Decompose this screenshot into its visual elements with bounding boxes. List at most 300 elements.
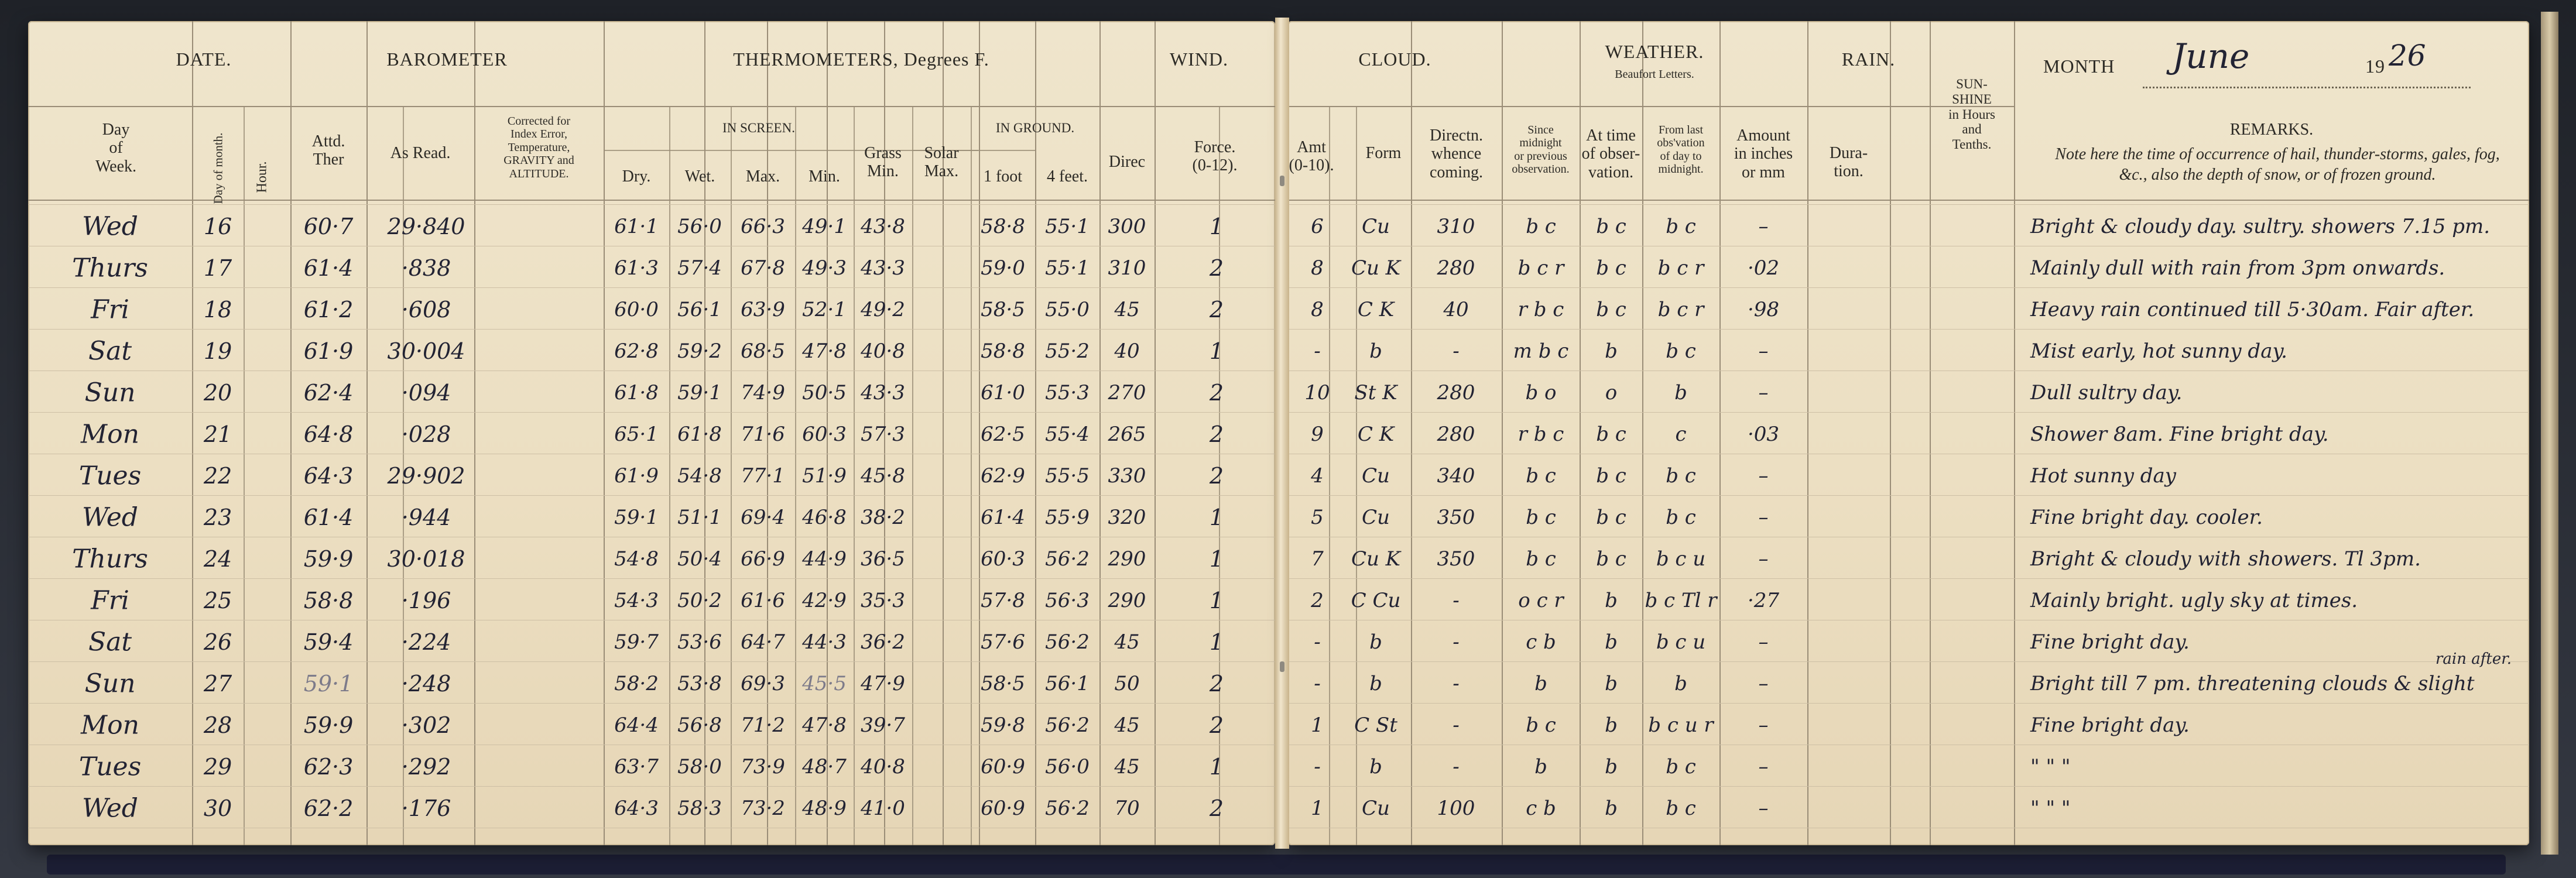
cloud-form-cell: Cu [1362,464,1390,488]
ground-4ft-cell: 55·2 [1045,339,1090,363]
ground-1ft-cell: 62·5 [981,423,1025,446]
day-of-month-cell: 16 [203,214,232,239]
grass-min-cell: 41·0 [861,797,905,820]
ground-1ft-cell: 57·8 [981,589,1025,612]
weather-since-midnight-cell: c b [1526,630,1556,654]
max-temp-cell: 69·3 [741,672,785,695]
ruled-line [1288,661,2529,662]
weather-from-last-cell: b c [1666,797,1696,820]
ground-4ft-cell: 55·3 [1045,381,1090,404]
wet-temp-cell: 59·1 [677,381,722,404]
remark-cell: " " " [2030,797,2071,820]
dry-temp-cell: 59·1 [614,506,659,529]
day-of-week-cell: Thurs [72,253,148,283]
day-of-month-cell: 17 [203,255,232,281]
attd-ther-cell: 61·4 [303,505,354,530]
rain-amount-cell: – [1758,506,1769,529]
grass-min-cell: 39·7 [861,714,905,737]
ground-4ft-cell: 56·0 [1045,755,1090,778]
rain-amount-cell: ·03 [1747,423,1780,446]
remark-cell: Mist early, hot sunny day. [2030,339,2287,363]
day-of-month-cell: 18 [203,297,232,323]
left-page [28,21,1275,845]
dry-temp-cell: 54·3 [614,589,659,612]
max-temp-cell: 71·2 [741,714,785,737]
ground-4ft-cell: 55·1 [1045,215,1090,238]
cloud-direction-cell: 280 [1437,423,1475,446]
column-rule [604,106,605,845]
ground-1ft-cell: 59·0 [981,256,1025,280]
cloud-direction-cell: - [1453,672,1460,695]
max-temp-cell: 64·7 [741,630,785,654]
min-temp-cell: 47·8 [802,339,847,363]
header-rule [1288,106,2014,107]
day-of-month-cell: 25 [203,588,232,613]
amt-header: Amt (0-10). [1289,138,1334,175]
cloud-form-cell: C St [1354,714,1397,737]
dry-temp-cell: 61·8 [614,381,659,404]
day-of-week-cell: Fri [91,585,129,616]
rain-amount-cell: – [1758,797,1769,820]
max-header: Max. [745,167,780,186]
cloud-amount-cell: 1 [1311,714,1324,737]
attd-ther-cell: 62·2 [303,795,354,821]
remark-cell: " " " [2030,755,2071,778]
cloud-header: CLOUD. [1358,49,1431,70]
dry-temp-cell: 63·7 [614,755,659,778]
weather-at-time-cell: b [1605,339,1618,363]
ground-4ft-cell: 55·0 [1045,298,1090,321]
cloud-direction-cell: 350 [1437,506,1475,529]
cloud-direction-cell: 40 [1443,298,1469,321]
day-of-month-cell: 19 [203,338,232,364]
day-of-week-cell: Thurs [72,544,148,574]
weather-at-time-cell: b c [1596,423,1626,446]
barometer-header: BAROMETER [386,49,508,70]
max-temp-cell: 73·2 [741,797,785,820]
cloud-form-cell: Cu K [1351,547,1401,571]
cloud-form-cell: b [1369,339,1382,363]
ruled-line [1288,204,2529,205]
cloud-direction-cell: - [1453,714,1460,737]
one-foot-header: 1 foot [983,167,1023,186]
grass-min-cell: 43·3 [861,381,905,404]
rain-amount-cell: – [1758,547,1769,571]
attd-ther-cell: 62·3 [303,754,354,780]
cloud-amount-cell: 1 [1311,797,1324,820]
weather-since-midnight-cell: b c r [1517,256,1564,280]
column-rule [2014,21,2015,845]
max-temp-cell: 66·9 [741,547,785,571]
rain-amount-cell: – [1758,672,1769,695]
wind-force-cell: 2 [1209,463,1224,489]
barometer-reading-cell: ·196 [401,588,451,613]
wind-force-cell: 1 [1209,629,1224,655]
weather-from-last-cell: b c u [1656,630,1706,654]
wind-force-cell: 1 [1209,546,1224,572]
min-temp-cell: 44·9 [802,547,847,571]
max-temp-cell: 68·5 [741,339,785,363]
attd-ther-cell: 61·2 [303,297,354,323]
cloud-amount-cell: 10 [1304,381,1330,404]
wind-direction-cell: 50 [1114,672,1140,695]
min-temp-cell: 42·9 [802,589,847,612]
grass-min-header: Grass Min. [864,144,902,181]
barometer-reading-cell: 29·840 [387,214,465,239]
weather-since-midnight-cell: b c [1526,714,1556,737]
grass-min-cell: 36·5 [861,547,905,571]
ruled-line [1288,495,2529,496]
weather-from-last-cell: b [1674,381,1687,404]
wind-force-cell: 2 [1209,421,1224,447]
column-rule [669,106,670,845]
weather-at-time-cell: b c [1596,215,1626,238]
wet-temp-cell: 57·4 [677,256,722,280]
cloud-direction-cell: - [1453,630,1460,654]
hour-header: Hour. [254,161,270,193]
cloud-amount-cell: 7 [1311,547,1324,571]
max-temp-cell: 63·9 [741,298,785,321]
day-of-week-cell: Tues [78,461,142,491]
day-of-month-cell: 21 [203,421,232,447]
wet-temp-cell: 61·8 [677,423,722,446]
grass-min-cell: 47·9 [861,672,905,695]
attd-ther-cell: 64·3 [303,463,354,489]
cloud-form-cell: St K [1354,381,1397,404]
attd-ther-cell: 64·8 [303,421,354,447]
ruled-line [1288,329,2529,330]
day-of-month-header: Day of month. [211,132,225,204]
min-temp-cell: 52·1 [802,298,847,321]
max-temp-cell: 61·6 [741,589,785,612]
weather-since-midnight-cell: b c [1526,215,1556,238]
cloud-form-cell: C K [1357,423,1395,446]
year-printed: 19 [2365,56,2385,77]
max-temp-cell: 77·1 [741,464,785,488]
barometer-reading-cell: ·094 [401,380,451,406]
weather-from-last-cell: b c [1666,506,1696,529]
ground-1ft-cell: 58·5 [981,298,1025,321]
date-header: DATE. [176,49,232,70]
column-rule [1155,106,1156,845]
barometer-reading-cell: ·224 [401,629,451,655]
remark-cell: Bright & cloudy with showers. Tl 3pm. [2030,547,2421,571]
ground-4ft-cell: 56·2 [1045,630,1090,654]
wet-temp-cell: 53·6 [677,630,722,654]
column-rule [854,106,855,845]
weather-at-time-cell: b [1605,672,1618,695]
cloud-form-cell: b [1369,672,1382,695]
grass-min-cell: 40·8 [861,755,905,778]
attd-ther-cell: 59·1 [303,671,354,697]
day-of-week-cell: Wed [82,502,138,533]
remark-extra: rain after. [2435,650,2512,668]
wind-force-cell: 2 [1209,255,1224,281]
cloud-direction-cell: 350 [1437,547,1475,571]
duration-header: Dura- tion. [1829,144,1868,181]
cloud-amount-cell: - [1314,672,1321,695]
min-temp-cell: 60·3 [802,423,847,446]
month-value: June [2172,36,2250,76]
weather-from-last-cell: c [1675,423,1687,446]
attd-ther-header: Attd. Ther [311,132,345,169]
wind-direction-cell: 320 [1108,506,1146,529]
remark-cell: Mainly dull with rain from 3pm onwards. [2030,256,2445,280]
wind-direction-cell: 300 [1108,215,1146,238]
four-feet-header: 4 feet. [1047,167,1088,186]
ground-4ft-cell: 56·3 [1045,589,1090,612]
column-rule [971,106,972,845]
ruled-line [1288,578,2529,579]
weather-from-last-cell: b c Tl r [1645,589,1717,612]
ground-1ft-cell: 59·8 [981,714,1025,737]
cloud-amount-cell: 5 [1311,506,1324,529]
rain-amount-cell: – [1758,755,1769,778]
sunshine-header: SUN- SHINE in Hours and Tenths. [1948,77,1995,152]
cloud-amount-cell: 2 [1311,589,1324,612]
day-of-month-cell: 23 [203,505,232,530]
wet-temp-cell: 58·0 [677,755,722,778]
ground-1ft-cell: 58·8 [981,339,1025,363]
grass-min-cell: 45·8 [861,464,905,488]
direc-header: Direc [1108,153,1146,171]
cloud-direction-cell: 310 [1437,215,1475,238]
column-rule [1035,106,1036,845]
grass-min-cell: 43·3 [861,256,905,280]
weather-at-time-cell: b c [1596,298,1626,321]
barometer-reading-cell: ·248 [401,671,451,697]
header-rule [1288,200,2529,201]
min-temp-cell: 49·3 [802,256,847,280]
grass-min-cell: 57·3 [861,423,905,446]
rain-header: RAIN. [1841,49,1896,70]
min-temp-cell: 46·8 [802,506,847,529]
dry-temp-cell: 61·9 [614,464,659,488]
day-of-month-cell: 24 [203,546,232,572]
ruled-line [28,329,1275,330]
ruled-line [1288,287,2529,288]
cloud-direction-cell: 340 [1437,464,1475,488]
ground-4ft-cell: 55·4 [1045,423,1090,446]
ground-1ft-cell: 60·9 [981,797,1025,820]
weather-since-midnight-cell: o c r [1518,589,1564,612]
remark-cell: Bright & cloudy day. sultry. showers 7.15 pm. [2030,215,2491,238]
min-temp-cell: 44·3 [802,630,847,654]
cloud-direction-cell: - [1453,339,1460,363]
min-temp-cell: 45·5 [802,672,847,695]
cloud-form-cell: C Cu [1351,589,1401,612]
rain-amount-cell: ·98 [1747,298,1780,321]
wet-temp-cell: 59·2 [677,339,722,363]
directn-header: Directn. whence coming. [1430,126,1483,181]
corrected-header: Corrected for Index Error, Temperature, GRAVITY and ALTITUDE. [503,115,574,180]
ground-1ft-cell: 60·3 [981,547,1025,571]
wet-temp-cell: 56·8 [677,714,722,737]
dry-header: Dry. [622,167,651,186]
day-of-month-cell: 26 [203,629,232,655]
wet-temp-cell: 56·1 [677,298,722,321]
month-leader [2143,87,2471,88]
wind-direction-cell: 70 [1114,797,1140,820]
wind-force-cell: 1 [1209,754,1224,780]
column-rule [290,106,292,845]
wind-direction-cell: 45 [1114,298,1140,321]
cloud-amount-cell: 4 [1311,464,1324,488]
cloud-form-cell: Cu K [1351,256,1401,280]
column-rule [1099,106,1101,845]
weather-since-midnight-cell: r b c [1517,298,1564,321]
cloud-amount-cell: 8 [1311,298,1324,321]
binding-strip [47,855,2506,874]
dry-temp-cell: 64·3 [614,797,659,820]
rain-amount-cell: – [1758,381,1769,404]
attd-ther-cell: 58·8 [303,588,354,613]
rain-amount-cell: – [1758,215,1769,238]
weather-at-time-cell: b [1605,589,1618,612]
weather-since-midnight-cell: b c [1526,464,1556,488]
day-of-week-cell: Wed [82,211,138,242]
dry-temp-cell: 59·7 [614,630,659,654]
cloud-amount-cell: 9 [1311,423,1324,446]
attd-ther-cell: 59·9 [303,546,354,572]
barometer-reading-cell: ·028 [401,421,451,447]
attd-ther-cell: 61·4 [303,255,354,281]
weather-from-last-cell: b [1674,672,1687,695]
wind-force-cell: 2 [1209,297,1224,323]
cloud-form-cell: b [1369,755,1382,778]
rain-amount-cell: – [1758,464,1769,488]
barometer-reading-cell: ·292 [401,754,451,780]
barometer-reading-cell: ·944 [401,505,451,530]
weather-at-time-cell: o [1605,381,1618,404]
barometer-reading-cell: ·838 [401,255,451,281]
cloud-amount-cell: - [1314,755,1321,778]
max-temp-cell: 71·6 [741,423,785,446]
ground-1ft-cell: 60·9 [981,755,1025,778]
ground-1ft-cell: 62·9 [981,464,1025,488]
min-temp-cell: 48·7 [802,755,847,778]
wind-direction-cell: 310 [1108,256,1146,280]
remark-cell: Bright till 7 pm. threatening clouds & slight [2030,672,2475,695]
cloud-amount-cell: - [1314,630,1321,654]
wind-force-cell: 1 [1209,338,1224,364]
remark-cell: Shower 8am. Fine bright day. [2030,423,2329,446]
column-rule [474,106,475,845]
day-of-month-cell: 30 [203,795,232,821]
min-temp-cell: 49·1 [802,215,847,238]
weather-since-midnight-cell: b c [1526,506,1556,529]
wind-force-cell: 2 [1209,795,1224,821]
weather-from-last-cell: b c [1666,464,1696,488]
dry-temp-cell: 58·2 [614,672,659,695]
column-rule [192,21,193,845]
ruled-line [28,204,1275,205]
ground-1ft-cell: 58·8 [981,215,1025,238]
column-rule [1890,106,1891,845]
cloud-form-cell: Cu [1362,797,1390,820]
since-midnight-header: Since midnight or previous observation. [1512,124,1570,176]
dry-temp-cell: 60·0 [614,298,659,321]
cloud-amount-cell: 8 [1311,256,1324,280]
ground-4ft-cell: 55·9 [1045,506,1090,529]
barometer-reading-cell: ·608 [401,297,451,323]
remarks-header: REMARKS. [2229,121,2314,139]
barometer-reading-cell: ·176 [401,795,451,821]
max-temp-cell: 69·4 [741,506,785,529]
wind-direction-cell: 40 [1114,339,1140,363]
from-last-header: From last obs'vation of day to midnight. [1657,124,1705,176]
header-rule [28,106,1275,107]
cloud-direction-cell: 280 [1437,256,1475,280]
wet-temp-cell: 50·2 [677,589,722,612]
weather-at-time-cell: b c [1596,506,1626,529]
weather-since-midnight-cell: m b c [1513,339,1569,363]
amount-header: Amount in inches or mm [1734,126,1793,181]
wet-temp-cell: 50·4 [677,547,722,571]
solar-max-header: Solar Max. [924,144,959,181]
wind-direction-cell: 45 [1114,755,1140,778]
barometer-reading-cell: 30·018 [387,546,465,572]
wind-force-cell: 1 [1209,214,1224,239]
ground-4ft-cell: 55·1 [1045,256,1090,280]
day-of-week-cell: Sun [84,378,136,408]
weather-since-midnight-cell: b c [1526,547,1556,571]
wind-force-cell: 1 [1209,505,1224,530]
column-rule [731,106,732,845]
ruled-line [28,412,1275,413]
column-rule [1719,106,1721,845]
weather-since-midnight-cell: r b c [1517,423,1564,446]
at-time-header: At time of obser- vation. [1581,126,1640,181]
min-header: Min. [809,167,840,186]
max-temp-cell: 74·9 [741,381,785,404]
day-of-week-cell: Sun [84,668,136,699]
right-page [1288,21,2529,845]
weather-from-last-cell: b c u r [1648,714,1714,737]
barometer-reading-cell: 29·902 [387,463,465,489]
day-of-week-header: Day of Week. [95,121,137,176]
min-temp-cell: 51·9 [802,464,847,488]
dry-temp-cell: 54·8 [614,547,659,571]
ground-1ft-cell: 57·6 [981,630,1025,654]
attd-ther-cell: 60·7 [303,214,354,239]
ruled-line [28,661,1275,662]
wind-direction-cell: 45 [1114,714,1140,737]
weather-at-time-cell: b c [1596,547,1626,571]
ruled-line [28,495,1275,496]
max-temp-cell: 73·9 [741,755,785,778]
weather-from-last-cell: b c [1666,755,1696,778]
page-edges [2541,12,2558,855]
weather-from-last-cell: b c u [1656,547,1706,571]
remark-cell: Dull sultry day. [2030,381,2183,404]
column-rule [1642,106,1643,845]
column-rule [1580,106,1581,845]
wind-direction-cell: 265 [1108,423,1146,446]
attd-ther-cell: 59·4 [303,629,354,655]
dry-temp-cell: 61·1 [614,215,659,238]
cloud-form-cell: b [1369,630,1382,654]
min-temp-cell: 50·5 [802,381,847,404]
month-label: MONTH [2043,56,2115,77]
weather-since-midnight-cell: b [1534,755,1547,778]
barometer-reading-cell: 30·004 [387,338,465,364]
ruled-line [1288,412,2529,413]
weather-at-time-cell: b [1605,630,1618,654]
remark-cell: Fine bright day. cooler. [2030,506,2263,529]
remark-cell: Fine bright day. [2030,630,2190,654]
attd-ther-cell: 61·9 [303,338,354,364]
